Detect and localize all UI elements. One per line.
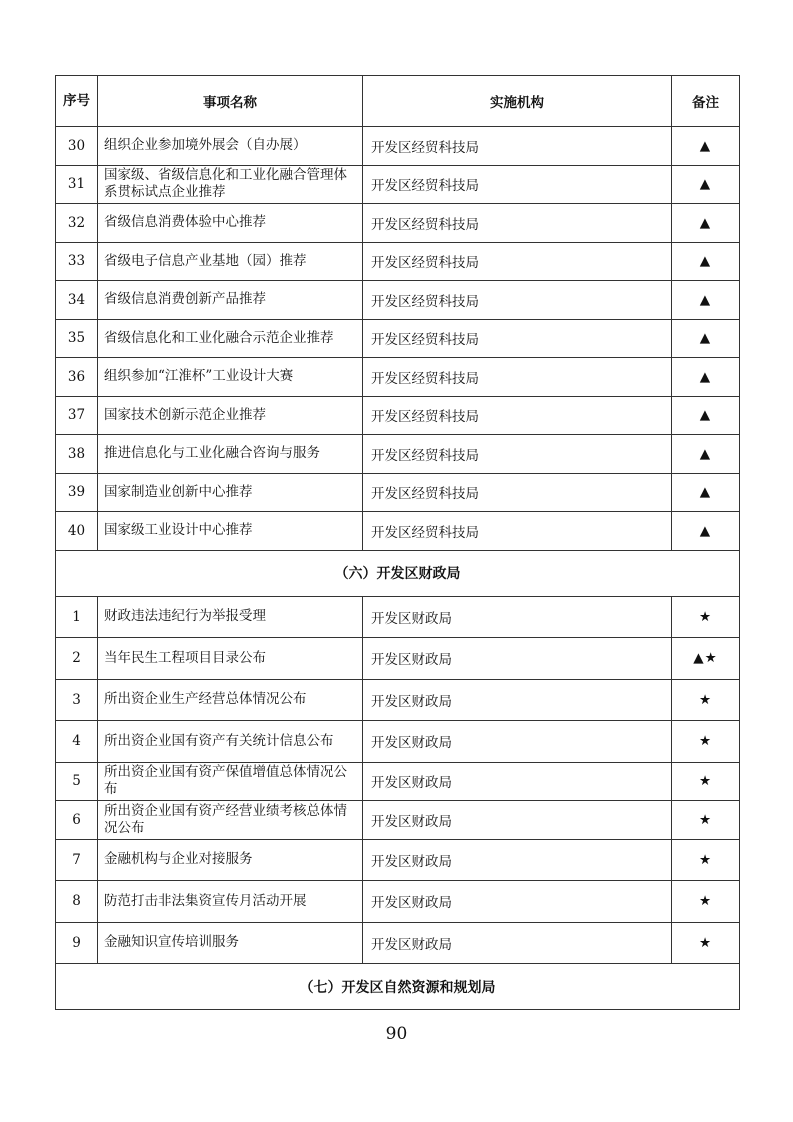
page-number: 90	[385, 1024, 408, 1044]
table-row	[56, 881, 740, 923]
row-item-name: 所出资企业国有资产经营业绩考核总体情况公布	[98, 801, 363, 840]
table-row	[56, 922, 740, 964]
row-organization: 开发区经贸科技局	[363, 281, 672, 320]
row-item-name: 组织参加“江淮杯”工业设计大赛	[98, 358, 363, 397]
table-row	[56, 473, 740, 512]
row-organization: 开发区财政局	[363, 596, 672, 638]
row-note: ★	[672, 922, 740, 964]
table-row	[56, 204, 740, 243]
items-table	[55, 75, 740, 1010]
row-item-name: 国家制造业创新中心推荐	[98, 473, 363, 512]
row-organization: 开发区财政局	[363, 721, 672, 763]
row-number: 37	[56, 396, 98, 435]
row-organization: 开发区财政局	[363, 762, 672, 801]
row-note: ★	[672, 839, 740, 881]
row-number: 1	[56, 596, 98, 638]
row-note: ★	[672, 679, 740, 721]
row-organization: 开发区财政局	[363, 922, 672, 964]
row-item-name: 省级信息消费体验中心推荐	[98, 204, 363, 243]
header-org: 实施机构	[363, 76, 672, 127]
row-number: 9	[56, 922, 98, 964]
table-row	[56, 396, 740, 435]
row-item-name: 所出资企业国有资产有关统计信息公布	[98, 721, 363, 763]
table-row	[56, 319, 740, 358]
header-row	[56, 76, 740, 127]
section-title: （七）开发区自然资源和规划局	[56, 964, 740, 1010]
row-organization: 开发区经贸科技局	[363, 473, 672, 512]
row-item-name: 所出资企业生产经营总体情况公布	[98, 679, 363, 721]
table-row	[56, 281, 740, 320]
table-row	[56, 242, 740, 281]
row-organization: 开发区财政局	[363, 839, 672, 881]
table-row	[56, 165, 740, 204]
row-note: ▲	[672, 127, 740, 166]
row-item-name: 当年民生工程项目目录公布	[98, 638, 363, 680]
row-organization: 开发区财政局	[363, 801, 672, 840]
row-item-name: 省级电子信息产业基地（园）推荐	[98, 242, 363, 281]
row-number: 39	[56, 473, 98, 512]
row-number: 6	[56, 801, 98, 840]
row-organization: 开发区经贸科技局	[363, 358, 672, 397]
row-note: ★	[672, 596, 740, 638]
row-number: 4	[56, 721, 98, 763]
table-row	[56, 801, 740, 840]
row-number: 7	[56, 839, 98, 881]
row-note: ▲	[672, 165, 740, 204]
section-row	[56, 964, 740, 1010]
row-note: ▲	[672, 242, 740, 281]
table-row	[56, 638, 740, 680]
row-note: ★	[672, 762, 740, 801]
table-row	[56, 839, 740, 881]
row-item-name: 金融知识宣传培训服务	[98, 922, 363, 964]
row-item-name: 组织企业参加境外展会（自办展）	[98, 127, 363, 166]
row-organization: 开发区财政局	[363, 679, 672, 721]
row-number: 31	[56, 165, 98, 204]
row-note: ▲	[672, 281, 740, 320]
group-b-body	[56, 596, 740, 964]
section-row	[56, 550, 740, 596]
header-note: 备注	[672, 76, 740, 127]
row-number: 3	[56, 679, 98, 721]
row-number: 34	[56, 281, 98, 320]
row-item-name: 省级信息消费创新产品推荐	[98, 281, 363, 320]
row-organization: 开发区经贸科技局	[363, 512, 672, 551]
row-number: 8	[56, 881, 98, 923]
table-row	[56, 512, 740, 551]
header-num: 序号	[56, 76, 98, 127]
row-note: ★	[672, 721, 740, 763]
row-item-name: 所出资企业国有资产保值增值总体情况公布	[98, 762, 363, 801]
row-number: 5	[56, 762, 98, 801]
section-title: （六）开发区财政局	[56, 550, 740, 596]
row-number: 35	[56, 319, 98, 358]
row-organization: 开发区经贸科技局	[363, 242, 672, 281]
row-note: ▲	[672, 204, 740, 243]
row-organization: 开发区财政局	[363, 638, 672, 680]
row-item-name: 金融机构与企业对接服务	[98, 839, 363, 881]
row-note: ▲	[672, 396, 740, 435]
row-item-name: 省级信息化和工业化融合示范企业推荐	[98, 319, 363, 358]
table-row	[56, 762, 740, 801]
row-item-name: 国家级、省级信息化和工业化融合管理体系贯标试点企业推荐	[98, 165, 363, 204]
row-note: ▲	[672, 435, 740, 474]
row-number: 36	[56, 358, 98, 397]
row-organization: 开发区财政局	[363, 881, 672, 923]
table-row	[56, 721, 740, 763]
row-note: ▲★	[672, 638, 740, 680]
table-row	[56, 679, 740, 721]
row-number: 2	[56, 638, 98, 680]
row-number: 33	[56, 242, 98, 281]
row-organization: 开发区经贸科技局	[363, 435, 672, 474]
row-note: ★	[672, 801, 740, 840]
row-note: ▲	[672, 473, 740, 512]
header-name: 事项名称	[98, 76, 363, 127]
group-a-body	[56, 127, 740, 551]
row-item-name: 国家技术创新示范企业推荐	[98, 396, 363, 435]
row-note: ★	[672, 881, 740, 923]
table-row	[56, 358, 740, 397]
row-item-name: 推进信息化与工业化融合咨询与服务	[98, 435, 363, 474]
row-note: ▲	[672, 319, 740, 358]
table-row	[56, 596, 740, 638]
row-note: ▲	[672, 358, 740, 397]
table-row	[56, 435, 740, 474]
row-item-name: 国家级工业设计中心推荐	[98, 512, 363, 551]
row-item-name: 防范打击非法集资宣传月活动开展	[98, 881, 363, 923]
row-organization: 开发区经贸科技局	[363, 204, 672, 243]
row-organization: 开发区经贸科技局	[363, 127, 672, 166]
row-organization: 开发区经贸科技局	[363, 165, 672, 204]
row-organization: 开发区经贸科技局	[363, 396, 672, 435]
row-item-name: 财政违法违纪行为举报受理	[98, 596, 363, 638]
row-number: 38	[56, 435, 98, 474]
row-number: 40	[56, 512, 98, 551]
row-organization: 开发区经贸科技局	[363, 319, 672, 358]
row-note: ▲	[672, 512, 740, 551]
table-row	[56, 127, 740, 166]
row-number: 32	[56, 204, 98, 243]
row-number: 30	[56, 127, 98, 166]
